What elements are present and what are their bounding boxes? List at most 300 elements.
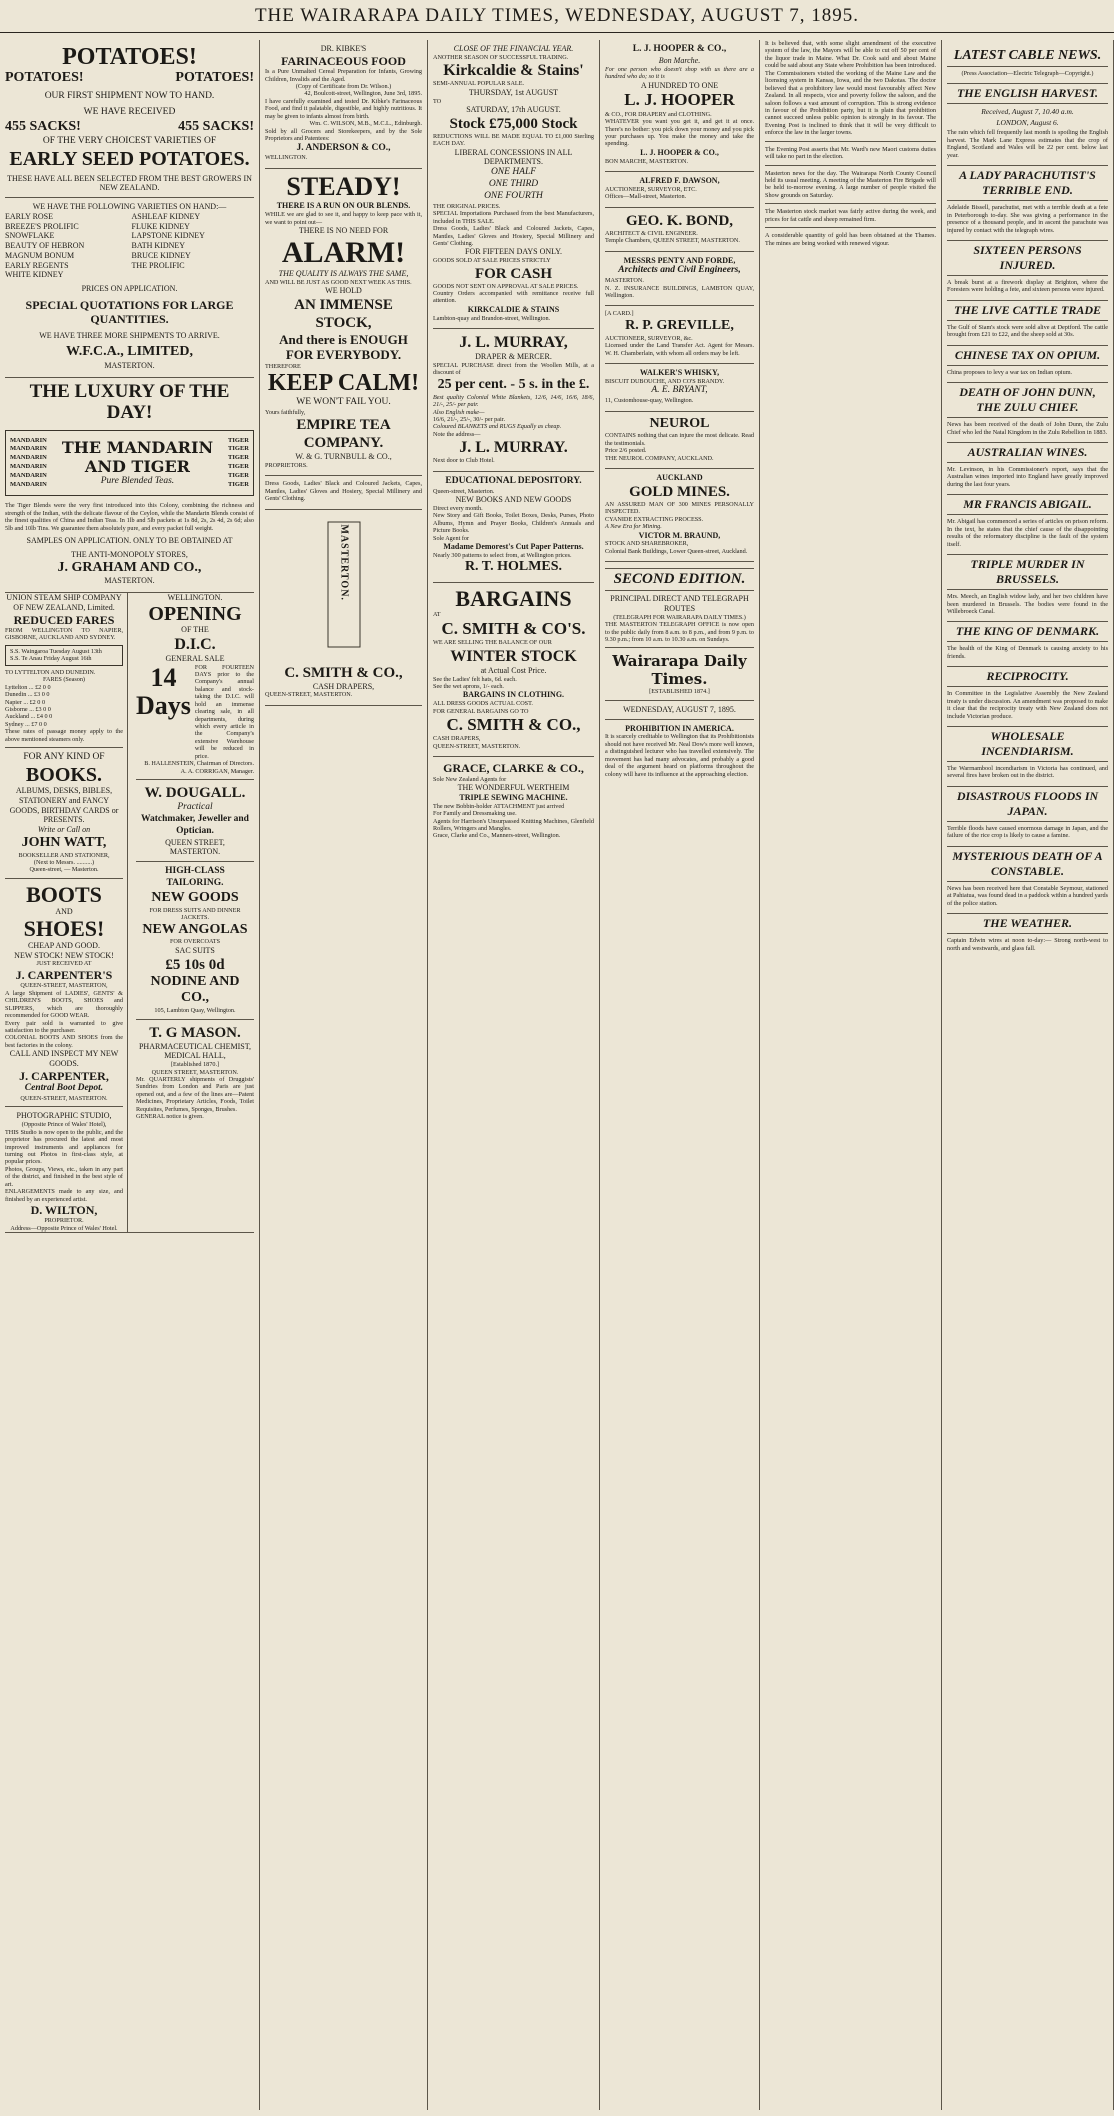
dress-suits: FOR DRESS SUITS AND DINNER JACKETS.: [149, 906, 241, 922]
ks-name: KIRKCALDIE & STAINS: [467, 304, 560, 314]
column-2: [260, 40, 428, 2110]
column-7-placeholder: [942, 40, 952, 2110]
yours: Yours faithfully,: [265, 408, 306, 416]
parachutist-text: Adelaide Bissell, parachutist, met with a terrible death at a fete in Peterborough to-day. She was giving a performance in the presence of a thousand people, and in ascent the parachute was injured by contact with the telegraph wires.: [947, 204, 1108, 234]
mandarin-label: MANDARIN: [10, 463, 47, 471]
nz-insurance: N. Z. INSURANCE BUILDINGS, LAMBTON QUAY, Wellington.: [605, 284, 754, 300]
country-orders: Country Orders accompanied with remittance receive full attention.: [433, 290, 594, 305]
photo-sub: (Opposite Prince of Wales' Hotel),: [21, 1121, 107, 1129]
cheap-good: CHEAP AND GOOD.: [28, 940, 100, 950]
london-1: LONDON, August 6.: [996, 118, 1059, 128]
pharm: PHARMACEUTICAL CHEMIST,: [138, 1041, 251, 1051]
for-overcoats: FOR OVERCOATS: [169, 938, 221, 946]
braund-name: VICTOR M. BRAUND,: [638, 530, 721, 540]
dougall-town: MASTERTON.: [169, 847, 221, 857]
draper: DRAPER & MERCER.: [475, 352, 552, 362]
mandarin-label: MANDARIN: [10, 445, 47, 453]
bargains-clothing: BARGAINS IN CLOTHING.: [462, 690, 565, 700]
another-season: ANOTHER SEASON OF SUCCESSFUL TRADING.: [433, 53, 569, 61]
hooper2-name: L. J. HOOPER: [624, 90, 735, 110]
luxury-title: THE LUXURY OF THE DAY!: [29, 380, 230, 423]
incendiarism-text: The Warrnambool incendiarism in Victoria has continued, and several fires have broken out in the district.: [947, 765, 1108, 780]
any-kind: FOR ANY KIND OF: [23, 752, 105, 763]
weather-text: Captain Edwin wires at noon to-day:— Strong north-west to north and westwards, and glass fall.: [947, 937, 1108, 952]
grace-name: GRACE, CLARKE & CO.,: [443, 761, 584, 776]
all-dress-goods: ALL DRESS GOODS ACTUAL COST.: [433, 700, 533, 708]
alarm: ALARM!: [281, 235, 406, 269]
hooper3-addr: BON MARCHE, MASTERTON.: [605, 157, 689, 165]
therefore: THEREFORE: [265, 362, 301, 370]
carpenter-name: J. CARPENTER'S: [15, 967, 113, 982]
first-shipment: OUR FIRST SHIPMENT NOW TO HAND.: [44, 91, 215, 102]
thursday: THURSDAY, 1st AUGUST: [468, 87, 559, 97]
direct-monthly: Direct every month.: [433, 504, 483, 512]
lyttelton: TO LYTTELTON AND DUNEDIN.: [5, 668, 96, 676]
variety: BEAUTY OF HEBRON: [5, 241, 85, 251]
english-prices: 16/6, 21/-, 25/-, 30/- per pair.: [433, 415, 506, 423]
australian-head: AUSTRALIAN WINES.: [947, 442, 1108, 463]
col2-filler: Dress Goods, Ladies' Black and Coloured Jackets, Capes, Mantles, Ladies' Gloves and Hosiery, Special Millinery and Gents' Clothing.: [265, 480, 422, 503]
csmith2-name: C. SMITH & CO.,: [446, 715, 581, 735]
tiger-label: TIGER: [228, 454, 249, 462]
mandarin-center: [47, 438, 228, 488]
bond-role: ARCHITECT & CIVIL ENGINEER.: [605, 229, 698, 237]
mandarin-label: MANDARIN: [10, 436, 47, 444]
cattle-head: THE LIVE CATTLE TRADE: [947, 300, 1108, 321]
sacks-right: 455 SACKS!: [178, 118, 254, 134]
hooper-text: For one person who doesn't shop with us there are a hundred who do; so it is: [605, 65, 754, 81]
opening-title: OPENING: [148, 602, 242, 625]
fare-row: Sydney ... £7 0 0: [5, 720, 47, 728]
every-pair: Every pair sold is warranted to give satisfaction to the purchaser.: [5, 1019, 123, 1034]
csmith-name: C. SMITH & CO'S.: [441, 618, 586, 638]
fraction-fourth: ONE FOURTH: [484, 190, 543, 201]
king-head: THE KING OF DENMARK.: [947, 621, 1108, 642]
sole-nz-agents: Sole New Zealand Agents for: [433, 775, 507, 783]
kibke-addr: 42, Boulcott-street, Wellington, June 3rd, 1895.: [304, 90, 422, 98]
article-body: It is believed that, with some slight amendment of the executive system of the law, the Mayors will be able to cut off 50 per cent of the liquor trade in Maine. What Dr. Cook said and about Maine could be said about any State where Prohibition has been introduced. The Commissioners visited the working of the Maine Law and the licensing system in Kansas, Iowa, and the two Dakotas. The doctor believed that a prohibitory law would most favourably affect New Zealand. In all respects, vice and poverty follow the saloon, and the saloon follows a vast amount of corruption. This is strong evidence in favour of the Prohibition party, but it is plain that prohibition cannot succeed unless public opinion is strongly in its favour. The Evening Post is inclined to think that it will be very difficult to enforce the law in the larger towns.: [765, 40, 936, 137]
temple-chambers: Temple Chambers, QUEEN STREET, MASTERTON.: [605, 237, 740, 245]
variety: BATH KIDNEY: [131, 241, 186, 251]
grace-addr: Grace, Clarke and Co., Manners-street, Wellington.: [433, 832, 561, 840]
col1-right-sub: [132, 593, 254, 1232]
graham-town: MASTERTON.: [104, 576, 155, 586]
tiger-label: TIGER: [228, 471, 249, 479]
kirkcaldie-ad: [433, 40, 594, 329]
wellington-label: WELLINGTON.: [167, 593, 223, 603]
wdt-date: WEDNESDAY, AUGUST 7, 1895.: [623, 704, 736, 714]
coloured-blankets: Coloured BLANKETS and RUGS Equally as cheap.: [433, 423, 562, 431]
fifteen-days: FOR FIFTEEN DAYS ONLY.: [465, 247, 562, 257]
demorest: Madame Demorest's Cut Paper Patterns.: [443, 542, 584, 552]
hooper-body: WHATEVER you want you get it, and get it at once. There's no bother: you pick down your money and you pick your purchases up. You make the money and take the spending.: [605, 118, 754, 148]
kibke-sold: Sold by all Grocers and Storekeepers, and by the Sole Proprietors and Patentees:: [265, 127, 422, 143]
dawson-role: AUCTIONEER, SURVEYOR, ETC.: [605, 185, 697, 193]
bond-name: GEO. K. BOND,: [625, 212, 734, 229]
keep-calm: KEEP CALM!: [267, 370, 420, 397]
floods-text: Terrible floods have caused enormous damage in Japan, and the failure of the rice crop is likely to cause a famine.: [947, 824, 1108, 840]
dunn-head: DEATH OF JOHN DUNN, THE ZULU CHIEF.: [947, 382, 1108, 418]
press-assoc: (Press Association—Electric Telegraph—Copyright.): [961, 70, 1094, 77]
opium-head: CHINESE TAX ON OPIUM.: [947, 345, 1108, 366]
nodine-addr: 105, Lambton Quay, Wellington.: [154, 1007, 236, 1015]
write-call: Write or Call on: [37, 825, 91, 834]
bryant-name: A. E. BRYANT,: [651, 385, 708, 396]
reduced-fares: REDUCED FARES: [13, 612, 115, 627]
english-harvest: THE ENGLISH HARVEST.: [947, 83, 1108, 104]
studio-addr: Address—Opposite Prince of Wales' Hotel.: [10, 1224, 118, 1232]
dic-body: [136, 664, 254, 761]
auctioneers-vertical-ad: [265, 510, 422, 660]
bon-marche: Bon Marche.: [658, 55, 701, 65]
will-be-good: AND WILL BE JUST AS GOOD NEXT WEEK AS THIS.: [265, 278, 412, 286]
just-received: JUST RECEIVED AT: [36, 960, 92, 968]
cash-drapers: CASH DRAPERS,: [433, 735, 481, 743]
elliott-role: CASH DRAPERS,: [312, 681, 375, 691]
proprietors: PROPRIETORS.: [265, 461, 308, 469]
variety: THE PROLIFIC: [131, 260, 185, 270]
walker-whisky: WALKER'S WHISKY,: [639, 368, 720, 377]
new-era: A New Era for Mining.: [605, 523, 662, 531]
no-need: THERE IS NO NEED FOR: [298, 226, 389, 236]
dawson-text: Offices—Mall-street, Masterton.: [605, 193, 687, 201]
studio-owner: D. WILTON,: [30, 1203, 98, 1218]
variety: WHITE KIDNEY: [5, 270, 64, 280]
column-5: [760, 40, 942, 2110]
run-on-blends: THERE IS A RUN ON OUR BLENDS.: [276, 201, 411, 211]
king-text: The health of the King of Denmark is causing anxiety to his friends.: [947, 645, 1108, 660]
grace-text: Agents for Harrison's Unsurpassed Knitting Machines, Glenfield Rollers, Wringers and Mangles.: [433, 817, 594, 832]
gold-mines: GOLD MINES.: [629, 483, 730, 500]
for-cash: FOR CASH: [474, 265, 553, 282]
principal-routes: PRINCIPAL DIRECT AND TELEGRAPH ROUTES: [610, 594, 749, 613]
union-head: UNION STEAM SHIP COMPANY OF NEW ZEALAND, Limited.: [6, 593, 122, 612]
fare-row: Auckland ... £4 0 0: [5, 713, 53, 721]
sixteen-head: SIXTEEN PERSONS INJURED.: [947, 240, 1108, 276]
carpenter-addr: QUEEN-STREET, MASTERTON,: [20, 982, 108, 990]
reductions: REDUCTIONS WILL BE MADE EQUAL TO £1,000 Sterling EACH DAY.: [433, 132, 594, 148]
variety: MAGNUM BONUM: [5, 250, 75, 260]
semi-annual: SEMI-ANNUAL POPULAR SALE.: [433, 80, 525, 88]
fraction-third: ONE THIRD: [488, 179, 539, 189]
evening-post: The Evening Post asserts that Mr. Ward's new Maori customs duties will take no part in the election.: [765, 145, 936, 161]
kibke-name: DR. KIBKE'S: [320, 44, 367, 53]
mason-text: Mr. QUARTERLY shipments of Druggists' Sundries from London and Paris are just opened out, and a few of the lines are—Patent Medicines, Proprietary Articles, Foods, Toilet Requisites, Perfumes, Sponges, Brushes.: [136, 1076, 254, 1113]
potatoes-left: POTATOES!: [5, 70, 84, 86]
mandarin-title: THE MANDARIN AND TIGER: [61, 437, 214, 477]
latest-cable: LATEST CABLE NEWS.: [947, 46, 1108, 67]
wet-aprons: See the wet aprons, 1/- each.: [433, 682, 504, 690]
general-bargains: FOR GENERAL BARGAINS GO TO: [433, 707, 529, 715]
samples: SAMPLES ON APPLICATION. ONLY TO BE OBTAINED AT: [26, 536, 233, 546]
bargains-title: BARGAINS: [455, 586, 572, 612]
fare-row: Gisborne ... £3 0 0: [5, 705, 51, 713]
variety: FLUKE KIDNEY: [131, 221, 190, 231]
penty-town: MASTERTON.: [605, 277, 644, 285]
harvest-text: The rain which fell frequently last month is spoiling the English harvest. The Mark Lane Express estimates that the crop of England, Scotland and Wales will be 22 per cent. below last year.: [947, 129, 1108, 159]
steady: STEADY!: [286, 171, 401, 201]
column-4: [600, 40, 760, 2110]
auctioneers-stamp: MASTERTON.: [327, 522, 360, 648]
dawson-name: ALFRED F. DAWSON,: [639, 176, 720, 186]
weather-head: THE WEATHER.: [947, 913, 1108, 934]
kibke-sign: Wm. C. WILSON, M.B., M.C.L., Edinburgh.: [309, 120, 422, 128]
empire-tea: EMPIRE TEA COMPANY.: [296, 417, 391, 452]
mandarin-list: [10, 437, 47, 490]
kirkcaldie: Kirkcaldie & Stains': [443, 62, 584, 80]
sole-agent: Sole Agent for: [433, 534, 470, 542]
hooper3-name: L. J. HOOPER & CO.,: [640, 147, 719, 157]
potatoes-ad: [5, 40, 254, 378]
liberal: LIBERAL CONCESSIONS IN ALL DEPARTMENTS.: [454, 147, 573, 167]
opium-text: China proposes to levy a war tax on Indian opium.: [947, 368, 1073, 376]
sacks-left: 455 SACKS!: [5, 118, 81, 134]
dawson-ad: [605, 172, 754, 208]
kibke-body: I have carefully examined and tested Dr. Kibke's Farinaceous Food, and find it palatable, digestible, and highly nutritious. It may be given to infants almost from birth.: [265, 97, 422, 120]
second-edition: SECOND EDITION.: [605, 568, 754, 591]
fare-row: Napier ... £2 0 0: [5, 698, 46, 706]
more-shipments: WE HAVE THREE MORE SHIPMENTS TO ARRIVE.: [39, 330, 220, 340]
neurol-price: Price 2/6 posted.: [605, 447, 647, 455]
varieties-list: [5, 212, 254, 280]
elliott-addr: QUEEN-STREET, MASTERTON.: [265, 691, 353, 699]
reciprocity-text: In Committee in the Legislative Assembly the New Zealand treaty is under discussion. An amendment was proposed to make it clear that the reciprocity treaty with New Zealand does not include Victorian produce.: [947, 690, 1108, 720]
actual-cost: at Actual Cost Price.: [480, 665, 547, 675]
received-1: Received, August 7, 10.40 a.m.: [981, 107, 1074, 117]
fares-head: FARES (Season): [43, 676, 85, 684]
cattle-text: The Gulf of Siam's stock were sold alive at Deptford. The cattle brought from £21 to £22, and the sheep sold at 30s.: [947, 323, 1108, 339]
editorial: It is scarcely creditable to Wellington that its Prohibitionists should not have received Mr. Neal Dow's more well known, a distinguished lecturer who has travelled extensively. The movement has had many advocates, and probably a good deal of the argument heard on platforms throughout the colony will have its influence at the approaching election.: [605, 733, 754, 778]
hooper-name: L. J. HOOPER & CO.,: [632, 44, 727, 54]
sixteen-text: A break burst at a firework display at Brighton, where the Foresters were holding a fete, and sixteen persons were injured.: [947, 278, 1108, 294]
wfca-town: MASTERTON.: [104, 361, 155, 371]
tea-ad: [5, 378, 254, 593]
neurol-text: CONTAINS nothing that can injure the most delicate. Read the testimonials.: [605, 432, 754, 447]
varieties-left: [5, 212, 128, 280]
triple-murder-head: TRIPLE MURDER IN BRUSSELS.: [947, 554, 1108, 590]
anderson-town: WELLINGTON.: [265, 154, 308, 162]
sacks-pair: [5, 119, 254, 136]
telegraph-label: (TELEGRAPH FOR WAIRARAPA DAILY TIMES.): [613, 613, 746, 621]
new-goods: NEW GOODS: [151, 889, 239, 905]
medical-hall: MEDICAL HALL,: [164, 1051, 226, 1061]
boots-and: AND: [55, 907, 73, 917]
booksellers: BOOKSELLER AND STATIONER,: [18, 851, 110, 859]
kibke-text: Is a Pure Unmalted Cereal Preparation for Infants, Growing Children, Invalids and the Aged.: [265, 68, 422, 83]
incendiarism-head: WHOLESALE INCENDIARISM.: [947, 726, 1108, 762]
for-family: For Family and Dressmaking use.: [433, 810, 517, 818]
tiger-label: TIGER: [228, 436, 249, 444]
central-boot: Central Boot Depot.: [24, 1083, 104, 1094]
mandarin-label: MANDARIN: [10, 471, 47, 479]
books-title: BOOKS.: [25, 764, 103, 786]
gold-text: AN ASSURED MAN OF 300 MINES PERSONALLY INSPECTED.: [605, 500, 754, 516]
new-books: NEW BOOKS AND NEW GOODS: [455, 495, 572, 505]
original-prices: THE ORIGINAL PRICES.: [433, 202, 501, 210]
angolas: NEW ANGOLAS: [142, 921, 248, 937]
felt-hats: See the Ladies' felt hats, 6d. each.: [433, 675, 517, 683]
early-seed-title: EARLY SEED POTATOES.: [9, 147, 250, 170]
selling-balance: WE ARE SELLING THE BALANCE OF OUR: [433, 639, 552, 647]
sailing-row: S.S. Waingaroa Tuesday August 13th: [10, 647, 102, 655]
constable-text: News has been received here that Constable Seymour, stationed at Pahiatua, was found dead in a paddock within a hundred yards of the police station.: [947, 884, 1108, 907]
established: [Established 1870.]: [170, 1061, 220, 1069]
floods-head: DISASTROUS FLOODS IN JAPAN.: [947, 786, 1108, 822]
prohibition-head: PROHIBITION IN AMERICA.: [625, 723, 734, 733]
a-card: [A CARD.]: [605, 310, 634, 318]
masterton-news: Masterton news for the day. The Wairarapa North County Council held its usual meeting. A meeting of the Masterton Fire Brigade will be held to-morrow evening. A large number of people visited the Show grounds on Saturday.: [765, 169, 936, 199]
studio-owner-role: PROPRIETOR.: [44, 1217, 84, 1225]
csmith-ad: [433, 583, 594, 757]
pure-blended: Pure Blended Teas.: [100, 476, 175, 487]
to-label: TO: [433, 97, 442, 105]
telegraph-text: THE MASTERTON TELEGRAPH OFFICE is now open to the public daily from 8 a.m. to 8 p.m., and from 9 p.m. to 9.30 p.m.; from 10 a.m. to 10.30 a.m. on Sundays.: [605, 621, 754, 643]
shoes-title: SHOES!: [23, 915, 105, 941]
greville-role: AUCTIONEER, SURVEYOR, &c.: [605, 334, 693, 342]
sailings: [5, 645, 123, 666]
sailing-row: S.S. Te Anau Friday August 16th: [10, 655, 92, 663]
kibke-cert: (Copy of Certificate from Dr. Wilson.): [295, 83, 392, 91]
special-quotations: SPECIAL QUOTATIONS FOR LARGE QUANTITIES.: [25, 297, 234, 327]
nodine: NODINE AND CO.,: [150, 973, 240, 1006]
werthein: THE WONDERFUL WERTHEIM: [457, 783, 570, 793]
quality-same: THE QUALITY IS ALWAYS THE SAME,: [278, 268, 409, 278]
potatoes-title: POTATOES!: [62, 44, 197, 70]
graham-name: J. GRAHAM AND CO.,: [57, 559, 202, 575]
enough: And there is ENOUGH FOR EVERYBODY.: [279, 331, 408, 363]
carpenter2-name: J. CARPENTER,: [19, 1068, 109, 1083]
new-stock: NEW STOCK! NEW STOCK!: [14, 950, 114, 960]
hundred-to-one: A HUNDRED TO ONE: [640, 80, 719, 90]
queen-st: Queen-street, — Masterton.: [29, 866, 99, 874]
discount: 25 per cent. - 5 s. in the £.: [437, 376, 590, 392]
variety: ASHLEAF KIDNEY: [131, 211, 201, 221]
stock-value: Stock £75,000 Stock: [449, 115, 578, 132]
murray-text: SPECIAL PURCHASE direct from the Woollen Mills, at a discount of: [433, 362, 594, 377]
auckland: AUCKLAND: [656, 473, 703, 483]
walker-ad: [605, 364, 754, 412]
mason-addr: QUEEN STREET, MASTERTON.: [151, 1068, 239, 1076]
elliott-name: C. SMITH & CO.,: [284, 664, 403, 681]
turnbull: W. & G. TURNBULL & CO.,: [295, 452, 392, 462]
no-approval: GOODS NOT SENT ON APPROVAL AT SALE PRICES.: [433, 282, 579, 290]
fare-row: Lyttelton ... £2 0 0: [5, 683, 51, 691]
variety: SNOWFLAKE: [5, 231, 55, 241]
potatoes-right: POTATOES!: [175, 70, 254, 86]
col1-split: [5, 593, 254, 1233]
c2-notices: [265, 476, 422, 509]
holmes-ad: [433, 472, 594, 583]
note-address: Note the address—: [433, 430, 481, 438]
greville-name: R. P. GREVILLE,: [625, 317, 734, 333]
dress-goods: Dress Goods, Ladies' Black and Coloured Jackets, Capes, Mantles, Ladies' Gloves and Hosiery, Special Millinery and Gents' Clothing.: [433, 225, 594, 247]
greville-ad: [605, 306, 754, 364]
anti-monopoly: THE ANTI-MONOPOLY STORES,: [71, 549, 188, 559]
architects: Architects and Civil Engineers,: [618, 265, 741, 276]
corrigan: A. A. CORRIGAN, Manager.: [180, 767, 254, 775]
fare-row: Dunedin ... £3 0 0: [5, 691, 50, 699]
saturday: SATURDAY, 17th AUGUST.: [466, 105, 561, 114]
ks-addr: Lambton-quay and Brandon-street, Wellington.: [433, 314, 551, 322]
steady-text: WHILE we are glad to see it, and happy to keep pace with it, we want to point out—: [265, 211, 422, 226]
bryant-addr: 11, Customhouse-quay, Wellington.: [605, 397, 694, 405]
watt-note: (Next to Messrs. ..........): [33, 858, 95, 866]
empire-tea-ad: [265, 169, 422, 476]
mandarin-tiger-box: [5, 430, 254, 497]
reciprocity-head: RECIPROCITY.: [947, 666, 1108, 687]
australian-text: Mr. Levinson, in his Commissioner's report, says that the Australian wines imported into England have greatly improved during the last four years.: [947, 466, 1108, 488]
carpenter-list: A large Shipment of LADIES', GENTS' & CHILDREN'S BOOTS, SHOES and SLIPPERS, which are thoroughly recommended for GOOD WEAR.: [5, 989, 123, 1020]
cyanide: CYANIDE EXTRACTING PROCESS.: [605, 515, 704, 523]
kibke-ad: [265, 40, 422, 169]
close-year: CLOSE OF THE FINANCIAL YEAR.: [453, 44, 574, 53]
abigail-text: Mr. Abigail has commenced a series of articles on prison reform. In the text, he states that the chief cause of the disappointing results of the reformatory discipline is the fault of the system itself.: [947, 518, 1108, 548]
dic-sign: B. HALLENSTEIN, Chairman of Directors.: [144, 760, 254, 768]
braund-addr: Colonial Bank Buildings, Lower Queen-street, Auckland.: [605, 547, 748, 555]
tiger-label: TIGER: [228, 445, 249, 453]
variety: LAPSTONE KIDNEY: [131, 231, 205, 241]
of-the: OF THE: [181, 624, 209, 634]
column-1: [0, 40, 260, 2110]
auckland-gold-news: A considerable quantity of gold has been obtained at the Thames. The mines are being worked with renewed vigour.: [765, 232, 936, 247]
at-label: AT: [433, 611, 441, 619]
dougall-street: QUEEN STREET,: [165, 837, 225, 847]
column-3: [428, 40, 600, 2110]
mason-name: T. G MASON.: [149, 1024, 241, 1041]
fares-table: [5, 684, 123, 729]
choicest-text: OF THE VERY CHOICEST VARIETIES OF: [42, 135, 217, 146]
holmes-name: R. T. HOLMES.: [464, 559, 563, 575]
gold-ad: [605, 469, 754, 562]
parachutist-head: A LADY PARACHUTIST'S TERRIBLE END.: [947, 165, 1108, 201]
wdt-logo: Wairarapa Daily Times.: [612, 652, 747, 689]
new-books-text: New Story and Gift Books, Toilet Boxes, Desks, Purses, Photo Albums, Hymn and Prayer Books, Children's Annuals and Picture Books.: [433, 512, 594, 535]
we-have-received: WE HAVE RECEIVED: [83, 107, 176, 118]
call-inspect: CALL AND INSPECT MY NEW GOODS.: [9, 1049, 119, 1068]
edu-depo: EDUCATIONAL DEPOSITORY.: [445, 475, 582, 486]
colonial-boots: COLONIAL BOOTS AND SHOES from the best factories in the colony.: [5, 1034, 123, 1049]
triple-sewing: TRIPLE SEWING MACHINE.: [459, 792, 568, 802]
murray-name: J. L. MURRAY,: [459, 334, 568, 352]
variety: BREEZE'S PROLIFIC: [5, 221, 79, 231]
tiger-label: TIGER: [228, 463, 249, 471]
bond-ad: [605, 208, 754, 252]
nearly-patterns: Nearly 300 patterns to select from, at Wellington prices.: [433, 551, 572, 559]
dic-title: D.I.C.: [174, 635, 216, 653]
column-6: [942, 40, 1114, 2110]
winter-stock: WINTER STOCK: [450, 647, 577, 665]
watchmaker: Watchmaker, Jeweller and Optician.: [141, 813, 249, 836]
next-door: Next door to Club Hotel.: [433, 457, 495, 465]
csmith-addr: QUEEN-STREET, MASTERTON.: [433, 742, 521, 750]
grace-ad: [433, 757, 594, 846]
varieties-right: [132, 212, 255, 280]
immense-stock: AN IMMENSE STOCK,: [294, 296, 393, 331]
murray-ad: [433, 329, 594, 472]
neurol-ad: [605, 412, 754, 470]
established-1874: [ESTABLISHED 1874.]: [649, 688, 710, 696]
mason-note: GENERAL notice is given.: [136, 1113, 204, 1121]
penty-ad: [605, 252, 754, 307]
walker-text: BISCUIT DUBOUCHE, AND CO'S BRANDY.: [605, 377, 725, 385]
mandarin-label: MANDARIN: [10, 454, 47, 462]
fourteen-days: 14 Days: [136, 662, 191, 721]
variety: EARLY ROSE: [5, 211, 54, 221]
constable-head: MYSTERIOUS DEATH OF A CONSTABLE.: [947, 846, 1108, 882]
photo-head: PHOTOGRAPHIC STUDIO,: [16, 1111, 112, 1121]
mandarin-label: MANDARIN: [10, 480, 47, 488]
elliott-ad: [265, 660, 422, 706]
